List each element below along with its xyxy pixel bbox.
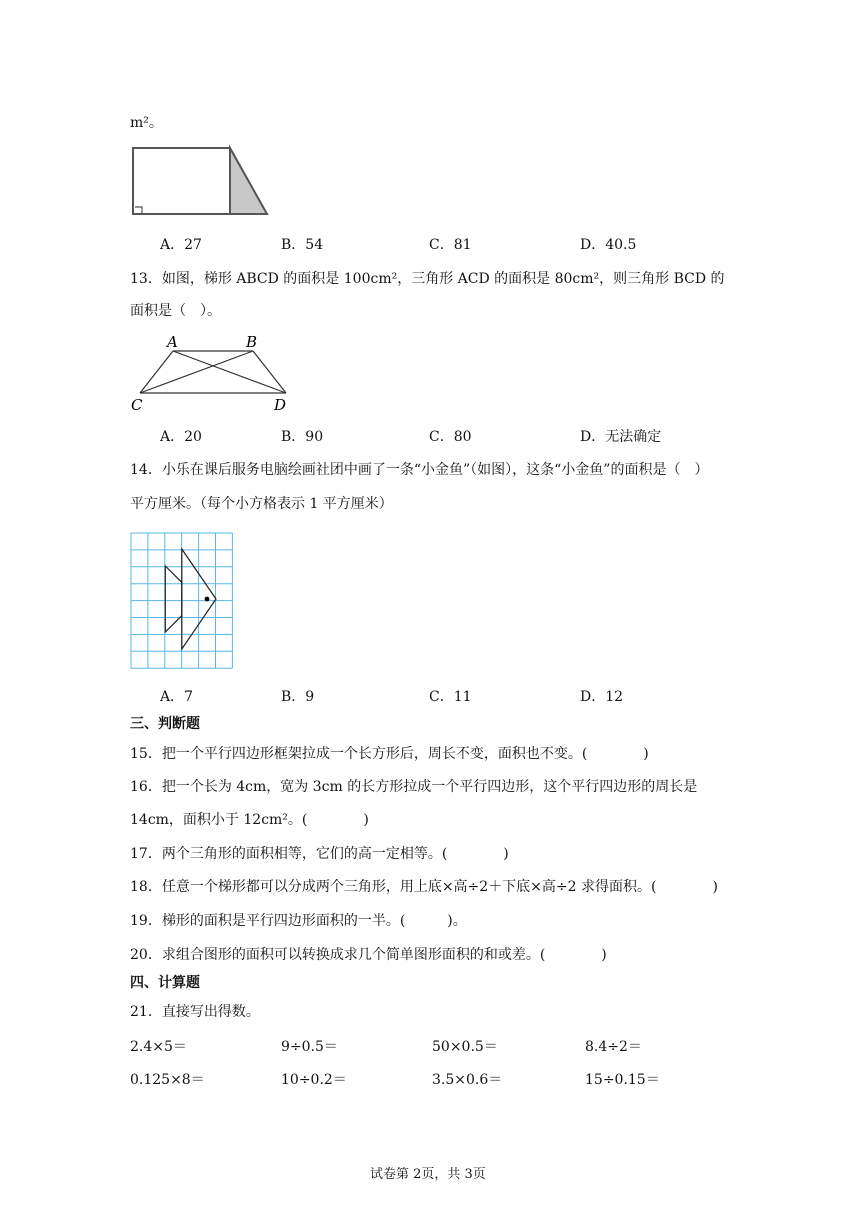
label-a: A: [167, 333, 178, 351]
q13-option-d[interactable]: D．无法确定: [580, 429, 662, 445]
q16-stem-line2: 14cm，面积小于 12cm²。( ): [130, 812, 369, 828]
q20-stem: 20．求组合图形的面积可以转换成求几个简单图形面积的和或差。( ): [130, 947, 607, 963]
q19-stem: 19．梯形的面积是平行四边形面积的一半。( )。: [130, 913, 467, 929]
q12-tail: m²。: [130, 115, 163, 131]
calc-item: 2.4×5＝: [130, 1039, 187, 1055]
q16-stem-line1: 16．把一个长为 4cm，宽为 3cm 的长方形拉成一个平行四边形，这个平行四边形的周长是: [130, 779, 698, 795]
calc-item: 0.125×8＝: [130, 1072, 205, 1088]
q12-option-d[interactable]: D．40.5: [580, 237, 637, 253]
q21-stem: 21．直接写出得数。: [130, 1004, 260, 1020]
q14-stem-line1: 14．小乐在课后服务电脑绘画社团中画了一条“小金鱼”（如图），这条“小金鱼”的面积是（ ）: [130, 462, 709, 478]
calc-item: 8.4÷2＝: [585, 1039, 642, 1055]
q13-option-a[interactable]: A．20: [160, 429, 202, 445]
label-c: C: [131, 396, 143, 414]
q13-option-c[interactable]: C．80: [429, 429, 472, 445]
q13-stem-line1: 13．如图，梯形 ABCD 的面积是 100cm²，三角形 ACD 的面积是 80cm²，则三角形 BCD 的: [130, 271, 725, 287]
section-3-heading: 三、判断题: [130, 716, 200, 732]
q13-trapezoid-figure: [128, 335, 298, 415]
calc-item: 50×0.5＝: [432, 1039, 498, 1055]
label-b: B: [246, 333, 258, 351]
q14-option-d[interactable]: D．12: [580, 689, 624, 705]
page-footer: 试卷第 2页，共 3页: [370, 1167, 486, 1182]
q14-option-a[interactable]: A．7: [160, 689, 194, 705]
q15-stem: 15．把一个平行四边形框架拉成一个长方形后，周长不变，面积也不变。( ): [130, 746, 649, 762]
q12-figure: [130, 145, 270, 217]
q14-option-c[interactable]: C．11: [429, 689, 472, 705]
label-d: D: [274, 396, 287, 414]
q13-option-b[interactable]: B．90: [281, 429, 324, 445]
calc-item: 15÷0.15＝: [585, 1072, 660, 1088]
q12-option-a[interactable]: A．27: [160, 237, 202, 253]
q14-fish-grid-figure: [130, 532, 234, 668]
q17-stem: 17．两个三角形的面积相等，它们的高一定相等。( ): [130, 846, 509, 862]
q13-stem-line2: 面积是（ ）。: [130, 303, 221, 319]
calc-item: 9÷0.5＝: [281, 1039, 338, 1055]
q12-option-c[interactable]: C．81: [429, 237, 472, 253]
q14-option-b[interactable]: B．9: [281, 689, 315, 705]
calc-item: 10÷0.2＝: [281, 1072, 347, 1088]
q14-stem-line2: 平方厘米。（每个小方格表示 1 平方厘米）: [130, 496, 393, 512]
q12-option-b[interactable]: B．54: [281, 237, 324, 253]
q18-stem: 18．任意一个梯形都可以分成两个三角形，用上底×高÷2＋下底×高÷2 求得面积。( ): [130, 879, 718, 895]
calc-item: 3.5×0.6＝: [432, 1072, 503, 1088]
section-4-heading: 四、计算题: [130, 975, 200, 991]
